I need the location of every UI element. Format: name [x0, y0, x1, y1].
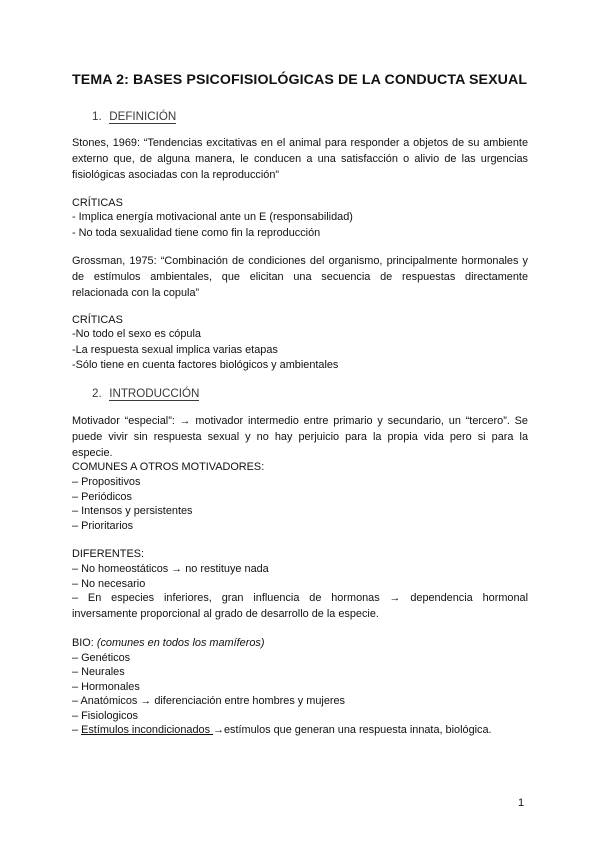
comunes-item: – Propositivos [72, 476, 141, 488]
bio-last-rest: →estímulos que generan una respuesta innata, biológica. [213, 724, 492, 736]
bio-item: – Genéticos [72, 652, 131, 664]
criticas2-item: -No todo el sexo es cópula [72, 328, 201, 340]
intro-line-2: puede vivir sin respuesta sexual y no hay perjuicio para la propia vida pero si para la [72, 431, 528, 443]
bio-item-last [72, 723, 492, 737]
comunes-item: – Periódicos [72, 491, 132, 503]
criticas2-item: -Sólo tiene en cuenta factores biológicos y ambientales [72, 359, 339, 371]
section-number: 2. [92, 387, 102, 400]
intro-line-1: Motivador “especial”: → motivador intermedio entre primario y secundario, un “tercero”. Se [72, 415, 528, 427]
bio-last-underlined: Estímulos incondicionados [81, 724, 214, 736]
stones-line-1: Stones, 1969: “Tendencias excitativas en el animal para responder a objetos de su ambiente [72, 137, 528, 149]
criticas2-heading: CRÍTICAS [72, 314, 123, 326]
criticas1-item: - No toda sexualidad tiene como fin la reproducción [72, 227, 321, 239]
section-heading-introduccion [92, 387, 199, 400]
bio-item: – Anatómicos → diferenciación entre hombres y mujeres [72, 695, 345, 707]
bio-heading: BIO: [72, 637, 97, 649]
comunes-item: – Prioritarios [72, 520, 134, 532]
diferentes-item: – No necesario [72, 578, 146, 590]
bio-item: – Neurales [72, 666, 125, 678]
section-heading-definicion [92, 110, 176, 123]
page-number: 1 [518, 797, 525, 809]
diferentes-long-line-1: – En especies inferiores, gran influencia de hormonas → dependencia hormonal [72, 592, 528, 604]
section-label: INTRODUCCIÓN [109, 387, 200, 400]
grossman-line-3: relacionada con la copula” [72, 287, 200, 299]
grossman-line-1: Grossman, 1975: “Combinación de condiciones del organismo, principalmente hormonales y [72, 255, 528, 267]
criticas1-heading: CRÍTICAS [72, 197, 123, 209]
grossman-line-2: de estímulos ambientales, que elicitan una secuencia de respuestas directamente [72, 271, 528, 283]
bio-last-prefix: – [72, 724, 82, 736]
bio-item: – Fisiologicos [72, 710, 138, 722]
criticas2-item: -La respuesta sexual implica varias etapas [72, 344, 278, 356]
section-label: DEFINICIÓN [109, 110, 177, 123]
diferentes-long-line-2: inversamente proporcional al grado de desarrollo de la especie. [72, 608, 379, 620]
document-title: TEMA 2: BASES PSICOFISIOLÓGICAS DE LA CONDUCTA SEXUAL [72, 72, 528, 88]
bio-heading-line [72, 636, 264, 650]
diferentes-heading: DIFERENTES: [72, 548, 145, 560]
diferentes-item: – No homeostáticos → no restituye nada [72, 563, 269, 575]
stones-line-3: fisiológicas asociadas con la reproducción” [72, 169, 280, 181]
section-number: 1. [92, 110, 102, 123]
comunes-item: – Intensos y persistentes [72, 505, 193, 517]
stones-line-2: externo que, de alguna manera, le conducen a una satisfacción o alivio de las urgencias [72, 153, 528, 165]
intro-line-3: especie. [72, 447, 113, 459]
bio-note: (comunes en todos los mamíferos) [96, 637, 265, 649]
criticas1-item: - Implica energía motivacional ante un E (responsabilidad) [72, 211, 353, 223]
comunes-heading: COMUNES A OTROS MOTIVADORES: [72, 461, 265, 473]
bio-item: – Hormonales [72, 681, 140, 693]
